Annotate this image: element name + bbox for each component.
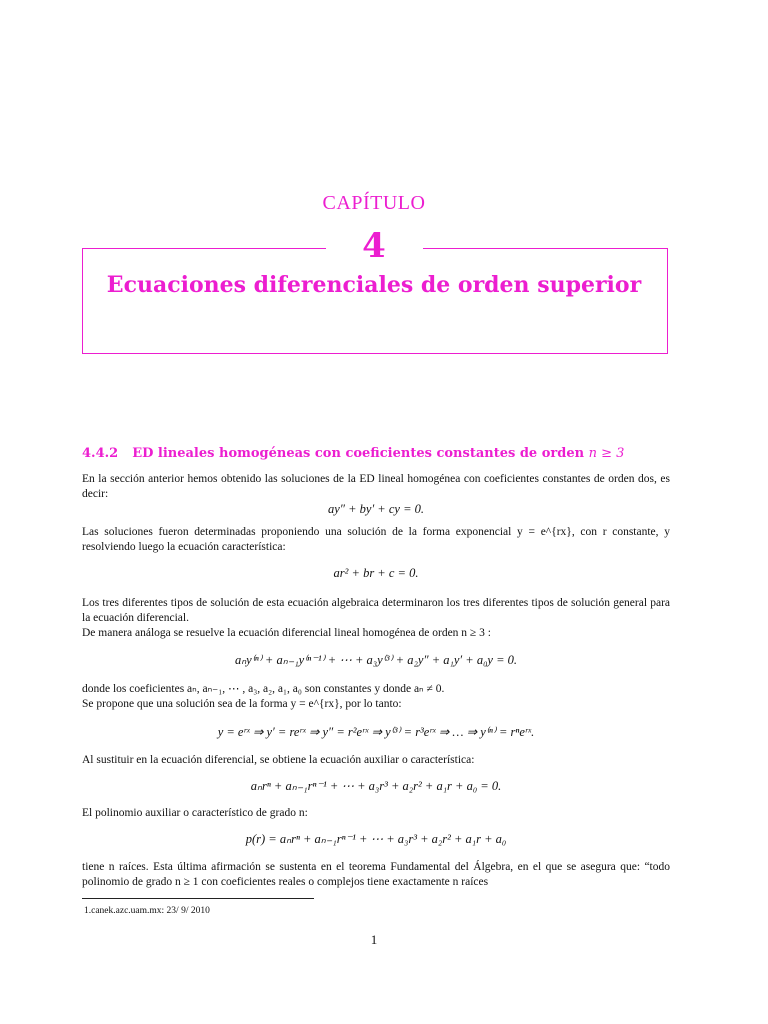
chapter-box — [82, 248, 668, 354]
equation-4: y = eʳˣ ⇒ y′ = reʳˣ ⇒ y″ = r²eʳˣ ⇒ y⁽³⁾ = r³eʳˣ ⇒ … ⇒ y⁽ⁿ⁾ = rⁿeʳˣ. — [217, 725, 535, 739]
equation-6: p(r) = aₙrⁿ + aₙ₋₁rⁿ⁻¹ + ⋯ + a₃r³ + a₂r² + a₁r + a₀ — [245, 832, 507, 846]
paragraph-1: En la sección anterior hemos obtenido las soluciones de la ED lineal homogénea con coeficientes constantes de orden dos, es decir: — [82, 473, 670, 500]
paragraph-5: Al sustituir en la ecuación diferencial, se obtiene la ecuación auxiliar o característica: — [82, 754, 475, 766]
paragraph-4b: Se propone que una solución sea de la forma y = e^{rx}, por lo tanto: — [82, 698, 402, 710]
equation-3: aₙy⁽ⁿ⁾ + aₙ₋₁y⁽ⁿ⁻¹⁾ + ⋯ + a₃y⁽³⁾ + a₂y″ + a₁y′ + a₀y = 0. — [234, 653, 518, 667]
paragraph-2: Las soluciones fueron determinadas proponiendo una solución de la forma exponencial y = e^{rx}, con r constante, y resolviendo luego la ecuación característica: — [82, 526, 670, 553]
page-number: 1 — [370, 932, 378, 947]
equation-1: ay″ + by′ + cy = 0. — [327, 502, 425, 516]
section-heading — [82, 446, 624, 461]
chapter-title: Ecuaciones diferenciales de orden superior — [106, 272, 642, 298]
equation-5: aₙrⁿ + aₙ₋₁rⁿ⁻¹ + ⋯ + a₃r³ + a₂r² + a₁r + a₀ = 0. — [250, 779, 502, 793]
equation-2: ar² + br + c = 0. — [333, 566, 419, 580]
paragraph-7: tiene n raíces. Esta última afirmación se sustenta en el teorema Fundamental del Álgebra, en el que se asegura que: “todo polinomio de grado n ≥ 1 con coeficientes reales o complejos tiene exactamente n raíces — [82, 861, 670, 888]
paragraph-4a: donde los coeficientes aₙ, aₙ₋₁, ⋯ , a₃, a₂, a₁, a₀ son constantes y donde aₙ ≠ 0. — [82, 683, 445, 695]
section-title-math: n ≥ 3 — [588, 446, 625, 461]
paragraph-3b: De manera análoga se resuelve la ecuación diferencial lineal homogénea de orden n ≥ 3 : — [82, 627, 491, 639]
paragraph-3a: Los tres diferentes tipos de solución de esta ecuación algebraica determinaron los tres diferentes tipos de solución general para la ecuación diferencial. — [82, 597, 670, 624]
section-title: ED lineales homogéneas con coeficientes constantes de orden — [132, 446, 585, 461]
footnote: 1.canek.azc.uam.mx: 23/ 9/ 2010 — [84, 906, 210, 916]
paragraph-6: El polinomio auxiliar o característico de grado n: — [82, 807, 308, 819]
section-number: 4.4.2 — [82, 446, 119, 461]
chapter-number: 4 — [362, 226, 386, 266]
footnote-rule — [82, 898, 314, 899]
chapter-label: CAPÍTULO — [322, 192, 426, 214]
